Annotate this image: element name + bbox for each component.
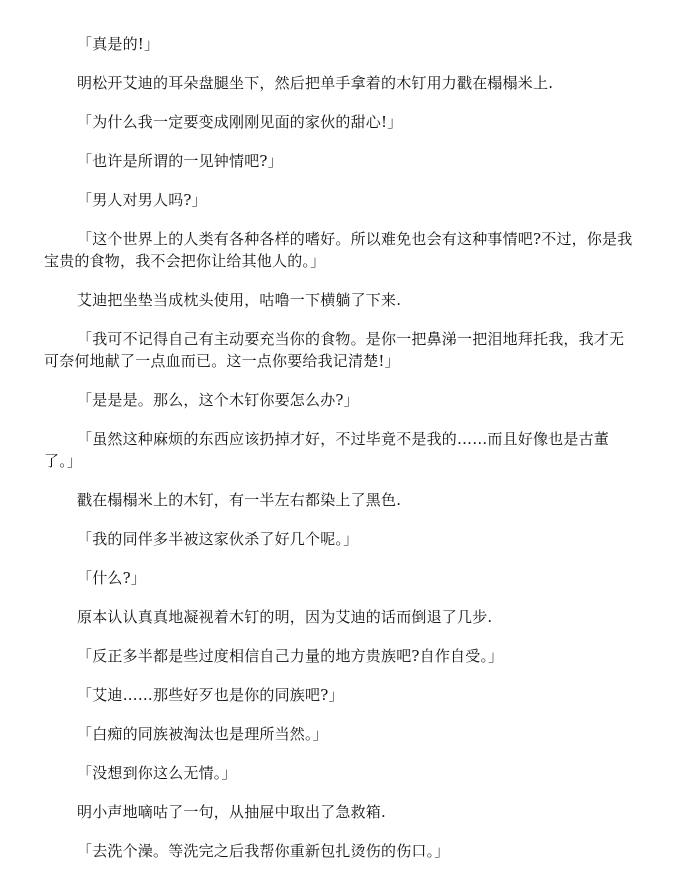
- paragraph-11: 戳在榻榻米上的木钉，有一半左右都染上了黑色.: [77, 491, 402, 509]
- paragraph-9: 「是是是。那么，这个木钉你要怎么办?」: [77, 391, 359, 409]
- paragraph-15: 「反正多半都是些过度相信自己力量的地方贵族吧?自作自受。」: [77, 647, 504, 665]
- paragraph-14: 原本认认真真地凝视着木钉的明，因为艾迪的话而倒退了几步.: [77, 608, 493, 626]
- paragraph-10: 「虽然这种麻烦的东西应该扔掉才好，不过毕竟不是我的……而且好像也是古董了。」: [44, 430, 610, 470]
- paragraph-20: 「去洗个澡。等洗完之后我帮你重新包扎烫伤的伤口。」: [77, 842, 450, 860]
- paragraph-1: 「真是的!」: [77, 35, 160, 53]
- paragraph-12: 「我的同伴多半被这家伙杀了好几个呢。」: [77, 530, 359, 548]
- paragraph-6: 「这个世界上的人类有各种各样的嗜好。所以难免也会有这种事情吧?不过，你是我宝贵的食物，我不会把你让给其他人的。」: [44, 230, 633, 270]
- paragraph-18: 「没想到你这么无情。」: [77, 764, 237, 782]
- paragraph-17: 「白痴的同族被淘汰也是理所当然。」: [77, 725, 328, 743]
- paragraph-5: 「男人对男人吗?」: [77, 191, 207, 209]
- paragraph-7: 艾迪把坐垫当成枕头使用，咕噜一下横躺了下来.: [77, 291, 402, 309]
- paragraph-2: 明松开艾迪的耳朵盘腿坐下，然后把单手拿着的木钉用力戳在榻榻米上.: [77, 74, 554, 92]
- paragraph-8: 「我可不记得自己有主动要充当你的食物。是你一把鼻涕一把泪地拜托我，我才无可奈何地献了一点血而已。这一点你要给我记清楚!」: [44, 330, 625, 370]
- paragraph-4: 「也许是所谓的一见钟情吧?」: [77, 152, 283, 170]
- paragraph-16: 「艾迪……那些好歹也是你的同族吧?」: [77, 686, 344, 704]
- paragraph-3: 「为什么我一定要变成刚刚见面的家伙的甜心!」: [77, 113, 403, 131]
- paragraph-19: 明小声地嘀咕了一句，从抽屉中取出了急救箱.: [77, 803, 386, 821]
- paragraph-13: 「什么?」: [77, 569, 147, 587]
